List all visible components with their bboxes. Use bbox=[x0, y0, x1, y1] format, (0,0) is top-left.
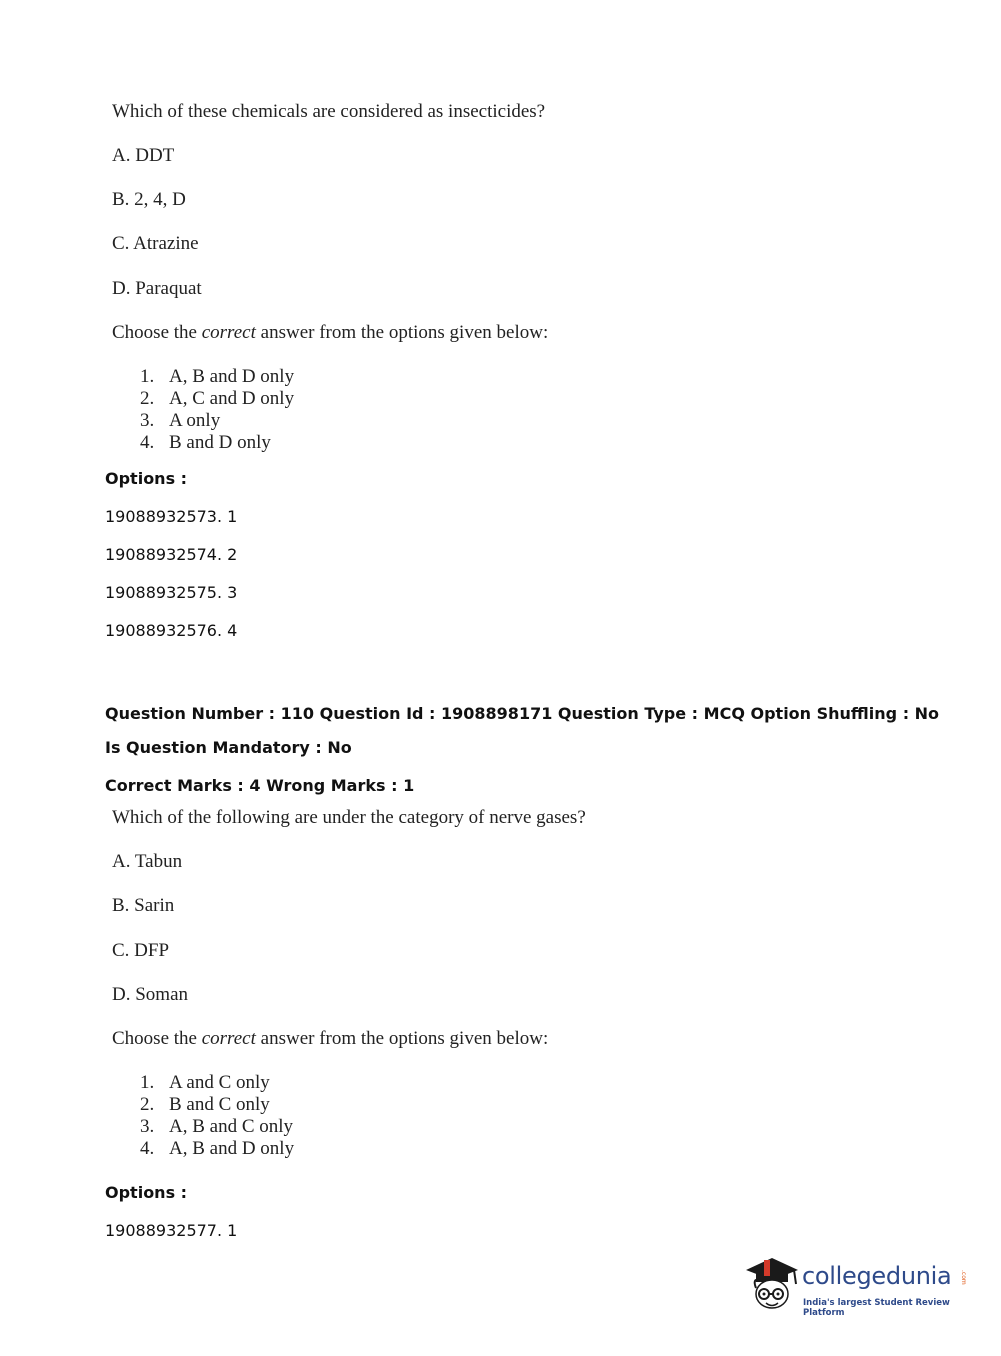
options-heading: Options : bbox=[105, 1183, 188, 1202]
choice-a: A. Tabun bbox=[112, 851, 183, 872]
choice-b: B. Sarin bbox=[112, 895, 175, 916]
question-text: Which of these chemicals are considered as insecticides? bbox=[112, 101, 546, 122]
question-mandatory: Is Question Mandatory : No bbox=[105, 738, 352, 757]
options-heading: Options : bbox=[105, 469, 188, 488]
collegedunia-logo bbox=[740, 1248, 970, 1320]
option-id: 19088932576. 4 bbox=[105, 621, 238, 640]
option-id: 19088932574. 2 bbox=[105, 545, 238, 564]
logo-wordmark: collegedunia bbox=[802, 1262, 952, 1290]
option-id: 19088932573. 1 bbox=[105, 507, 238, 526]
question-marks: Correct Marks : 4 Wrong Marks : 1 bbox=[105, 776, 415, 795]
numbered-option: 4. A, B and D only bbox=[140, 1138, 295, 1159]
numbered-option: 2. A, C and D only bbox=[140, 388, 295, 409]
question-meta: Question Number : 110 Question Id : 1908898171 Question Type : MCQ Option Shuffling : No bbox=[105, 704, 940, 723]
logo-tagline: India's largest Student Review Platform bbox=[803, 1298, 950, 1318]
numbered-option: 2. B and C only bbox=[140, 1094, 270, 1115]
option-id: 19088932575. 3 bbox=[105, 583, 238, 602]
instruction-text: Choose the correct answer from the options given below: bbox=[112, 322, 549, 343]
numbered-option: 3. A only bbox=[140, 410, 221, 431]
numbered-option: 1. A, B and D only bbox=[140, 366, 295, 387]
numbered-option: 3. A, B and C only bbox=[140, 1116, 294, 1137]
choice-c: C. Atrazine bbox=[112, 233, 199, 254]
logo-suffix: .com bbox=[960, 1270, 967, 1285]
instruction-text: Choose the correct answer from the options given below: bbox=[112, 1028, 549, 1049]
mascot-icon bbox=[740, 1248, 802, 1320]
choice-c: C. DFP bbox=[112, 940, 170, 961]
choice-d: D. Soman bbox=[112, 984, 188, 1005]
question-text: Which of the following are under the category of nerve gases? bbox=[112, 807, 586, 828]
choice-d: D. Paraquat bbox=[112, 278, 202, 299]
numbered-option: 4. B and D only bbox=[140, 432, 271, 453]
option-id: 19088932577. 1 bbox=[105, 1221, 238, 1240]
choice-a: A. DDT bbox=[112, 145, 175, 166]
choice-b: B. 2, 4, D bbox=[112, 189, 186, 210]
numbered-option: 1. A and C only bbox=[140, 1072, 270, 1093]
